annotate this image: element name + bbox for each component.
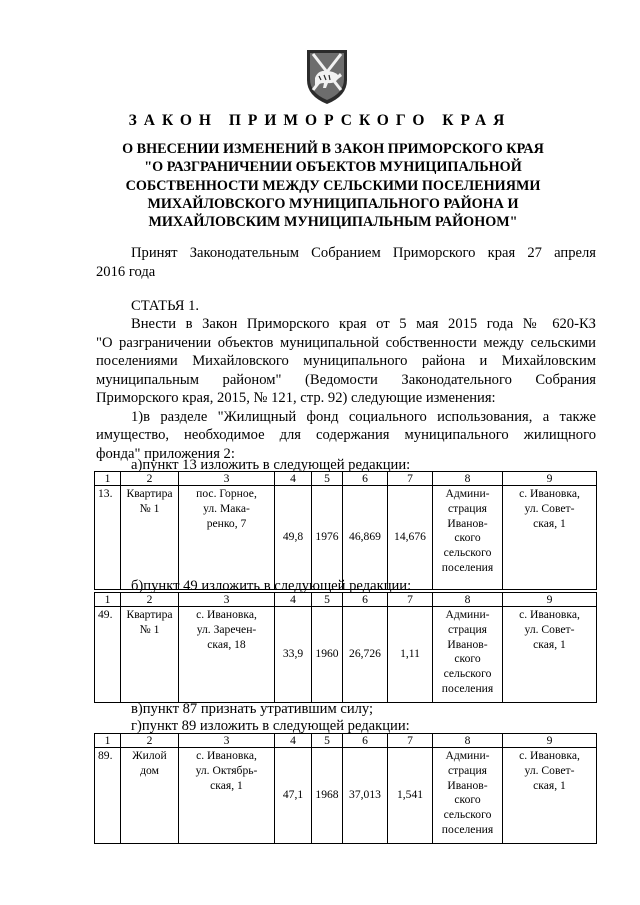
- adoption-line: Принят Законодательным Собранием Приморского края 27 апреля: [131, 245, 596, 261]
- table-row: [95, 607, 597, 703]
- body-line: поселениями Михайловского муниципального района и Михайловским: [96, 353, 596, 369]
- year-value: 1960: [312, 607, 343, 703]
- table-header-row: [95, 593, 597, 607]
- body-line: Приморского края, 2015, № 121, стр. 92) следующие изменения:: [96, 390, 496, 406]
- subitem-a: а)пункт 13 изложить в следующей редакции:: [131, 457, 411, 473]
- table-header-row: [95, 472, 597, 486]
- subtitle-line: "О РАЗГРАНИЧЕНИИ ОБЪЕКТОВ МУНИЦИПАЛЬНОЙ: [144, 159, 522, 176]
- column-number: 4: [275, 472, 312, 486]
- recipient-address: с. Ивановка, ул. Совет- ская, 1: [503, 607, 597, 703]
- subtitle-line: О ВНЕСЕНИИ ИЗМЕНЕНИЙ В ЗАКОН ПРИМОРСКОГО КРАЯ: [122, 141, 544, 157]
- table-row: [95, 748, 597, 844]
- item-number: 89.: [95, 748, 121, 844]
- cost-value: 37,013: [343, 748, 388, 844]
- object-address: пос. Горное, ул. Мака- ренко, 7: [179, 486, 275, 590]
- column-number: 6: [343, 593, 388, 607]
- area-value: 47,1: [275, 748, 312, 844]
- column-number: 7: [388, 593, 433, 607]
- column-number: 6: [343, 734, 388, 748]
- body-line: 1)в разделе "Жилищный фонд социального использования, а также: [131, 408, 596, 425]
- subtitle-line: МИХАЙЛОВСКОГО МУНИЦИПАЛЬНОГО РАЙОНА И: [147, 195, 519, 212]
- cost-value: 46,869: [343, 486, 388, 590]
- column-number: 4: [275, 593, 312, 607]
- column-number: 5: [312, 734, 343, 748]
- column-number: 4: [275, 734, 312, 748]
- law-title: ЗАКОН ПРИМОРСКОГО КРАЯ: [128, 112, 512, 129]
- column-number: 5: [312, 593, 343, 607]
- table-item-13: [94, 471, 597, 590]
- recipient-address: с. Ивановка, ул. Совет- ская, 1: [503, 748, 597, 844]
- item-number: 49.: [95, 607, 121, 703]
- table-row: [95, 486, 597, 590]
- body-line: имущество, необходимое для содержания муниципального жилищного: [96, 427, 596, 443]
- column-number: 6: [343, 472, 388, 486]
- column-number: 9: [503, 734, 597, 748]
- column-number: 2: [121, 734, 179, 748]
- area-value: 49,8: [275, 486, 312, 590]
- column-number: 3: [179, 472, 275, 486]
- holder-name: Админи- страция Иванов- ского сельского поселения: [433, 486, 503, 590]
- column-number: 3: [179, 734, 275, 748]
- body-line: Внести в Закон Приморского края от 5 мая 2015 года № 620-КЗ: [131, 316, 596, 332]
- column-number: 8: [433, 734, 503, 748]
- table-item-49: [94, 592, 597, 703]
- depreciation-value: 14,676: [388, 486, 433, 590]
- recipient-address: с. Ивановка, ул. Совет- ская, 1: [503, 486, 597, 590]
- column-number: 5: [312, 472, 343, 486]
- coat-of-arms-icon: [304, 46, 350, 106]
- subitem-g: г)пункт 89 изложить в следующей редакции:: [131, 718, 410, 734]
- year-value: 1976: [312, 486, 343, 590]
- column-number: 8: [433, 472, 503, 486]
- item-number: 13.: [95, 486, 121, 590]
- article-body: [96, 315, 596, 463]
- table-header-row: [95, 734, 597, 748]
- column-number: 2: [121, 593, 179, 607]
- column-number: 9: [503, 472, 597, 486]
- holder-name: Админи- страция Иванов- ского сельского поселения: [433, 748, 503, 844]
- body-line: муниципальным районом" (Ведомости Законодательного Собрания: [96, 371, 596, 388]
- subitem-v: в)пункт 87 признать утратившим силу;: [131, 701, 374, 717]
- year-value: 1968: [312, 748, 343, 844]
- area-value: 33,9: [275, 607, 312, 703]
- subitem-b: б)пункт 49 изложить в следующей редакции:: [131, 578, 412, 594]
- column-number: 8: [433, 593, 503, 607]
- cost-value: 26,726: [343, 607, 388, 703]
- column-number: 1: [95, 593, 121, 607]
- column-number: 1: [95, 734, 121, 748]
- column-number: 2: [121, 472, 179, 486]
- holder-name: Админи- страция Иванов- ского сельского поселения: [433, 607, 503, 703]
- object-name: Квартира № 1: [121, 607, 179, 703]
- adoption-line: 2016 года: [96, 263, 156, 280]
- object-address: с. Ивановка, ул. Заречен- ская, 18: [179, 607, 275, 703]
- subtitle-line: МИХАЙЛОВСКИМ МУНИЦИПАЛЬНЫМ РАЙОНОМ": [148, 214, 518, 231]
- column-number: 3: [179, 593, 275, 607]
- body-line: фонда" приложения 2:: [96, 445, 235, 462]
- column-number: 7: [388, 472, 433, 486]
- adoption-note: [96, 244, 596, 281]
- article-heading: СТАТЬЯ 1.: [131, 298, 200, 314]
- depreciation-value: 1,541: [388, 748, 433, 844]
- table-item-89: [94, 733, 597, 844]
- object-name: Квартира № 1: [121, 486, 179, 590]
- depreciation-value: 1,11: [388, 607, 433, 703]
- column-number: 9: [503, 593, 597, 607]
- subtitle-line: СОБСТВЕННОСТИ МЕЖДУ СЕЛЬСКИМИ ПОСЕЛЕНИЯМИ: [125, 177, 541, 194]
- object-name: Жилой дом: [121, 748, 179, 844]
- column-number: 1: [95, 472, 121, 486]
- object-address: с. Ивановка, ул. Октябрь- ская, 1: [179, 748, 275, 844]
- column-number: 7: [388, 734, 433, 748]
- law-subtitle: [94, 140, 572, 231]
- body-line: "О разграничении объектов муниципальной собственности между сельскими: [96, 334, 596, 351]
